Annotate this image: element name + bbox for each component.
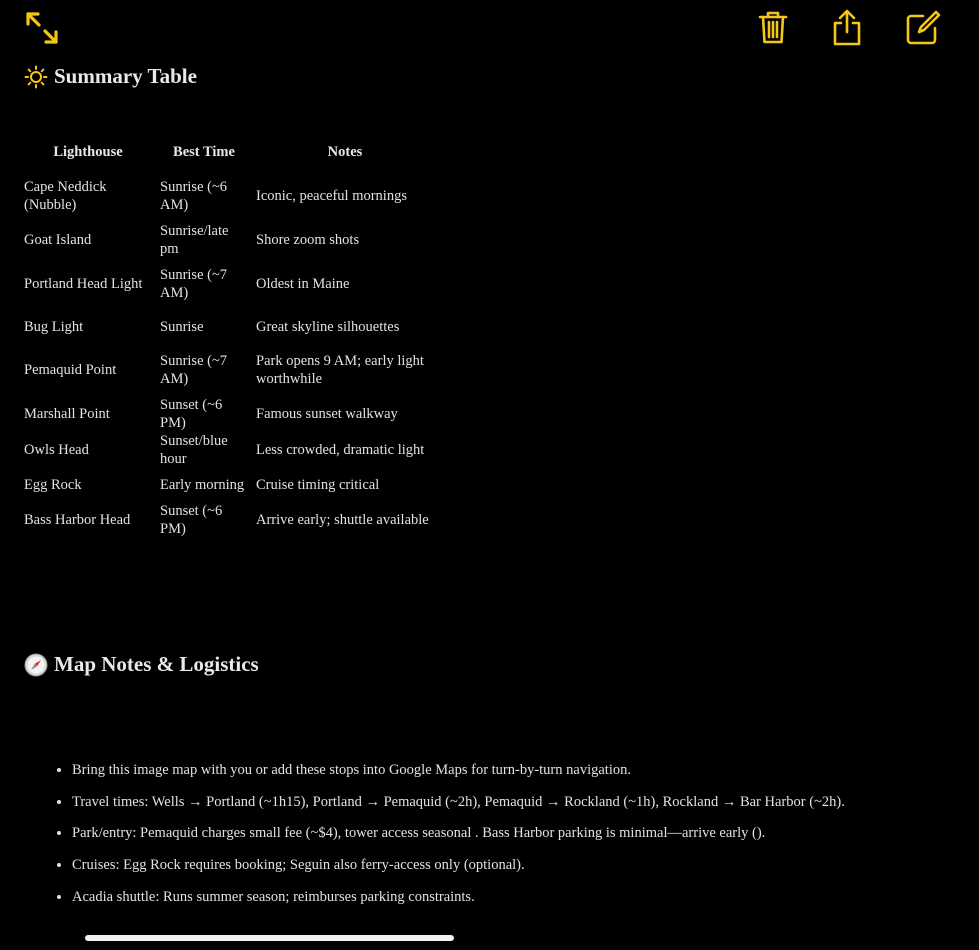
- cell-notes: Park opens 9 AM; early light worthwhile: [256, 353, 424, 387]
- header-best-time: Best Time: [173, 143, 235, 160]
- summary-section-title: [24, 64, 197, 89]
- cell-best-time: Sunset/blue hour: [160, 433, 228, 467]
- compass-icon: [24, 653, 48, 677]
- table-row: [20, 170, 438, 222]
- cell-notes: Less crowded, dramatic light: [256, 442, 425, 458]
- summary-table: [20, 134, 438, 538]
- cell-best-time: Sunrise (~6 AM): [160, 179, 228, 213]
- cell-notes: Arrive early; shuttle available: [256, 512, 429, 528]
- cell-best-time: Sunrise (~7 AM): [160, 353, 228, 387]
- map-notes-title-text: Map Notes & Logistics: [54, 652, 259, 676]
- table-row: [20, 468, 438, 502]
- cell-lighthouse: Bass Harbor Head: [24, 512, 131, 528]
- table-row: [20, 396, 438, 432]
- cell-notes: Famous sunset walkway: [256, 406, 398, 422]
- list-item: • Acadia shuttle: Runs summer season; reimburses parking constraints.: [72, 882, 972, 914]
- cell-lighthouse: Egg Rock: [24, 477, 82, 493]
- table-row: [20, 258, 438, 310]
- table-row: [20, 344, 438, 396]
- cell-lighthouse: Owls Head: [24, 442, 89, 458]
- table-row: [20, 222, 438, 258]
- cell-notes: Cruise timing critical: [256, 477, 380, 493]
- sun-icon: [24, 65, 48, 89]
- list-item: • Park/entry: Pemaquid charges small fee (~$4), tower access seasonal . Bass Harbor parking is minimal—arrive early ().: [72, 818, 972, 850]
- cell-lighthouse: Portland Head Light: [24, 276, 143, 292]
- list-item: • Travel times: Wells → Portland (~1h15), Portland → Pemaquid (~2h), Pemaquid → Rockland (~1h), Rockland → Bar Harbor (~2h).: [72, 787, 972, 819]
- cell-best-time: Sunrise/late pm: [160, 223, 229, 257]
- table-row: [20, 432, 438, 468]
- cell-notes: Oldest in Maine: [256, 276, 350, 292]
- cell-lighthouse: Marshall Point: [24, 406, 110, 422]
- map-notes-section-title: [24, 652, 259, 677]
- compose-icon[interactable]: [903, 8, 943, 48]
- cell-best-time: Sunrise: [160, 319, 204, 335]
- cell-notes: Great skyline silhouettes: [256, 319, 400, 335]
- trash-icon[interactable]: [753, 8, 793, 48]
- list-item: • Bring this image map with you or add these stops into Google Maps for turn-by-turn navigation.: [72, 755, 972, 787]
- cell-lighthouse: Pemaquid Point: [24, 362, 117, 378]
- header-lighthouse: Lighthouse: [53, 143, 123, 160]
- summary-title-text: Summary Table: [54, 64, 197, 88]
- expand-icon[interactable]: [22, 8, 62, 48]
- cell-best-time: Early morning: [160, 477, 245, 493]
- share-icon[interactable]: [827, 8, 867, 48]
- cell-best-time: Sunrise (~7 AM): [160, 267, 228, 301]
- table-row: [20, 502, 438, 538]
- cell-notes: Iconic, peaceful mornings: [256, 188, 407, 204]
- cell-notes: Shore zoom shots: [256, 232, 360, 248]
- logistics-list: [36, 755, 972, 913]
- header-notes: Notes: [327, 143, 363, 160]
- list-item: • Cruises: Egg Rock requires booking; Seguin also ferry-access only (optional).: [72, 850, 972, 882]
- table-row: [20, 310, 438, 344]
- cell-best-time: Sunset (~6 PM): [160, 397, 223, 431]
- table-header-row: [20, 134, 438, 170]
- cell-best-time: Sunset (~6 PM): [160, 503, 223, 537]
- cell-lighthouse: Goat Island: [24, 232, 92, 248]
- cell-lighthouse: Cape Neddick (Nubble): [24, 179, 107, 213]
- cell-lighthouse: Bug Light: [24, 319, 84, 335]
- home-indicator[interactable]: [85, 935, 454, 941]
